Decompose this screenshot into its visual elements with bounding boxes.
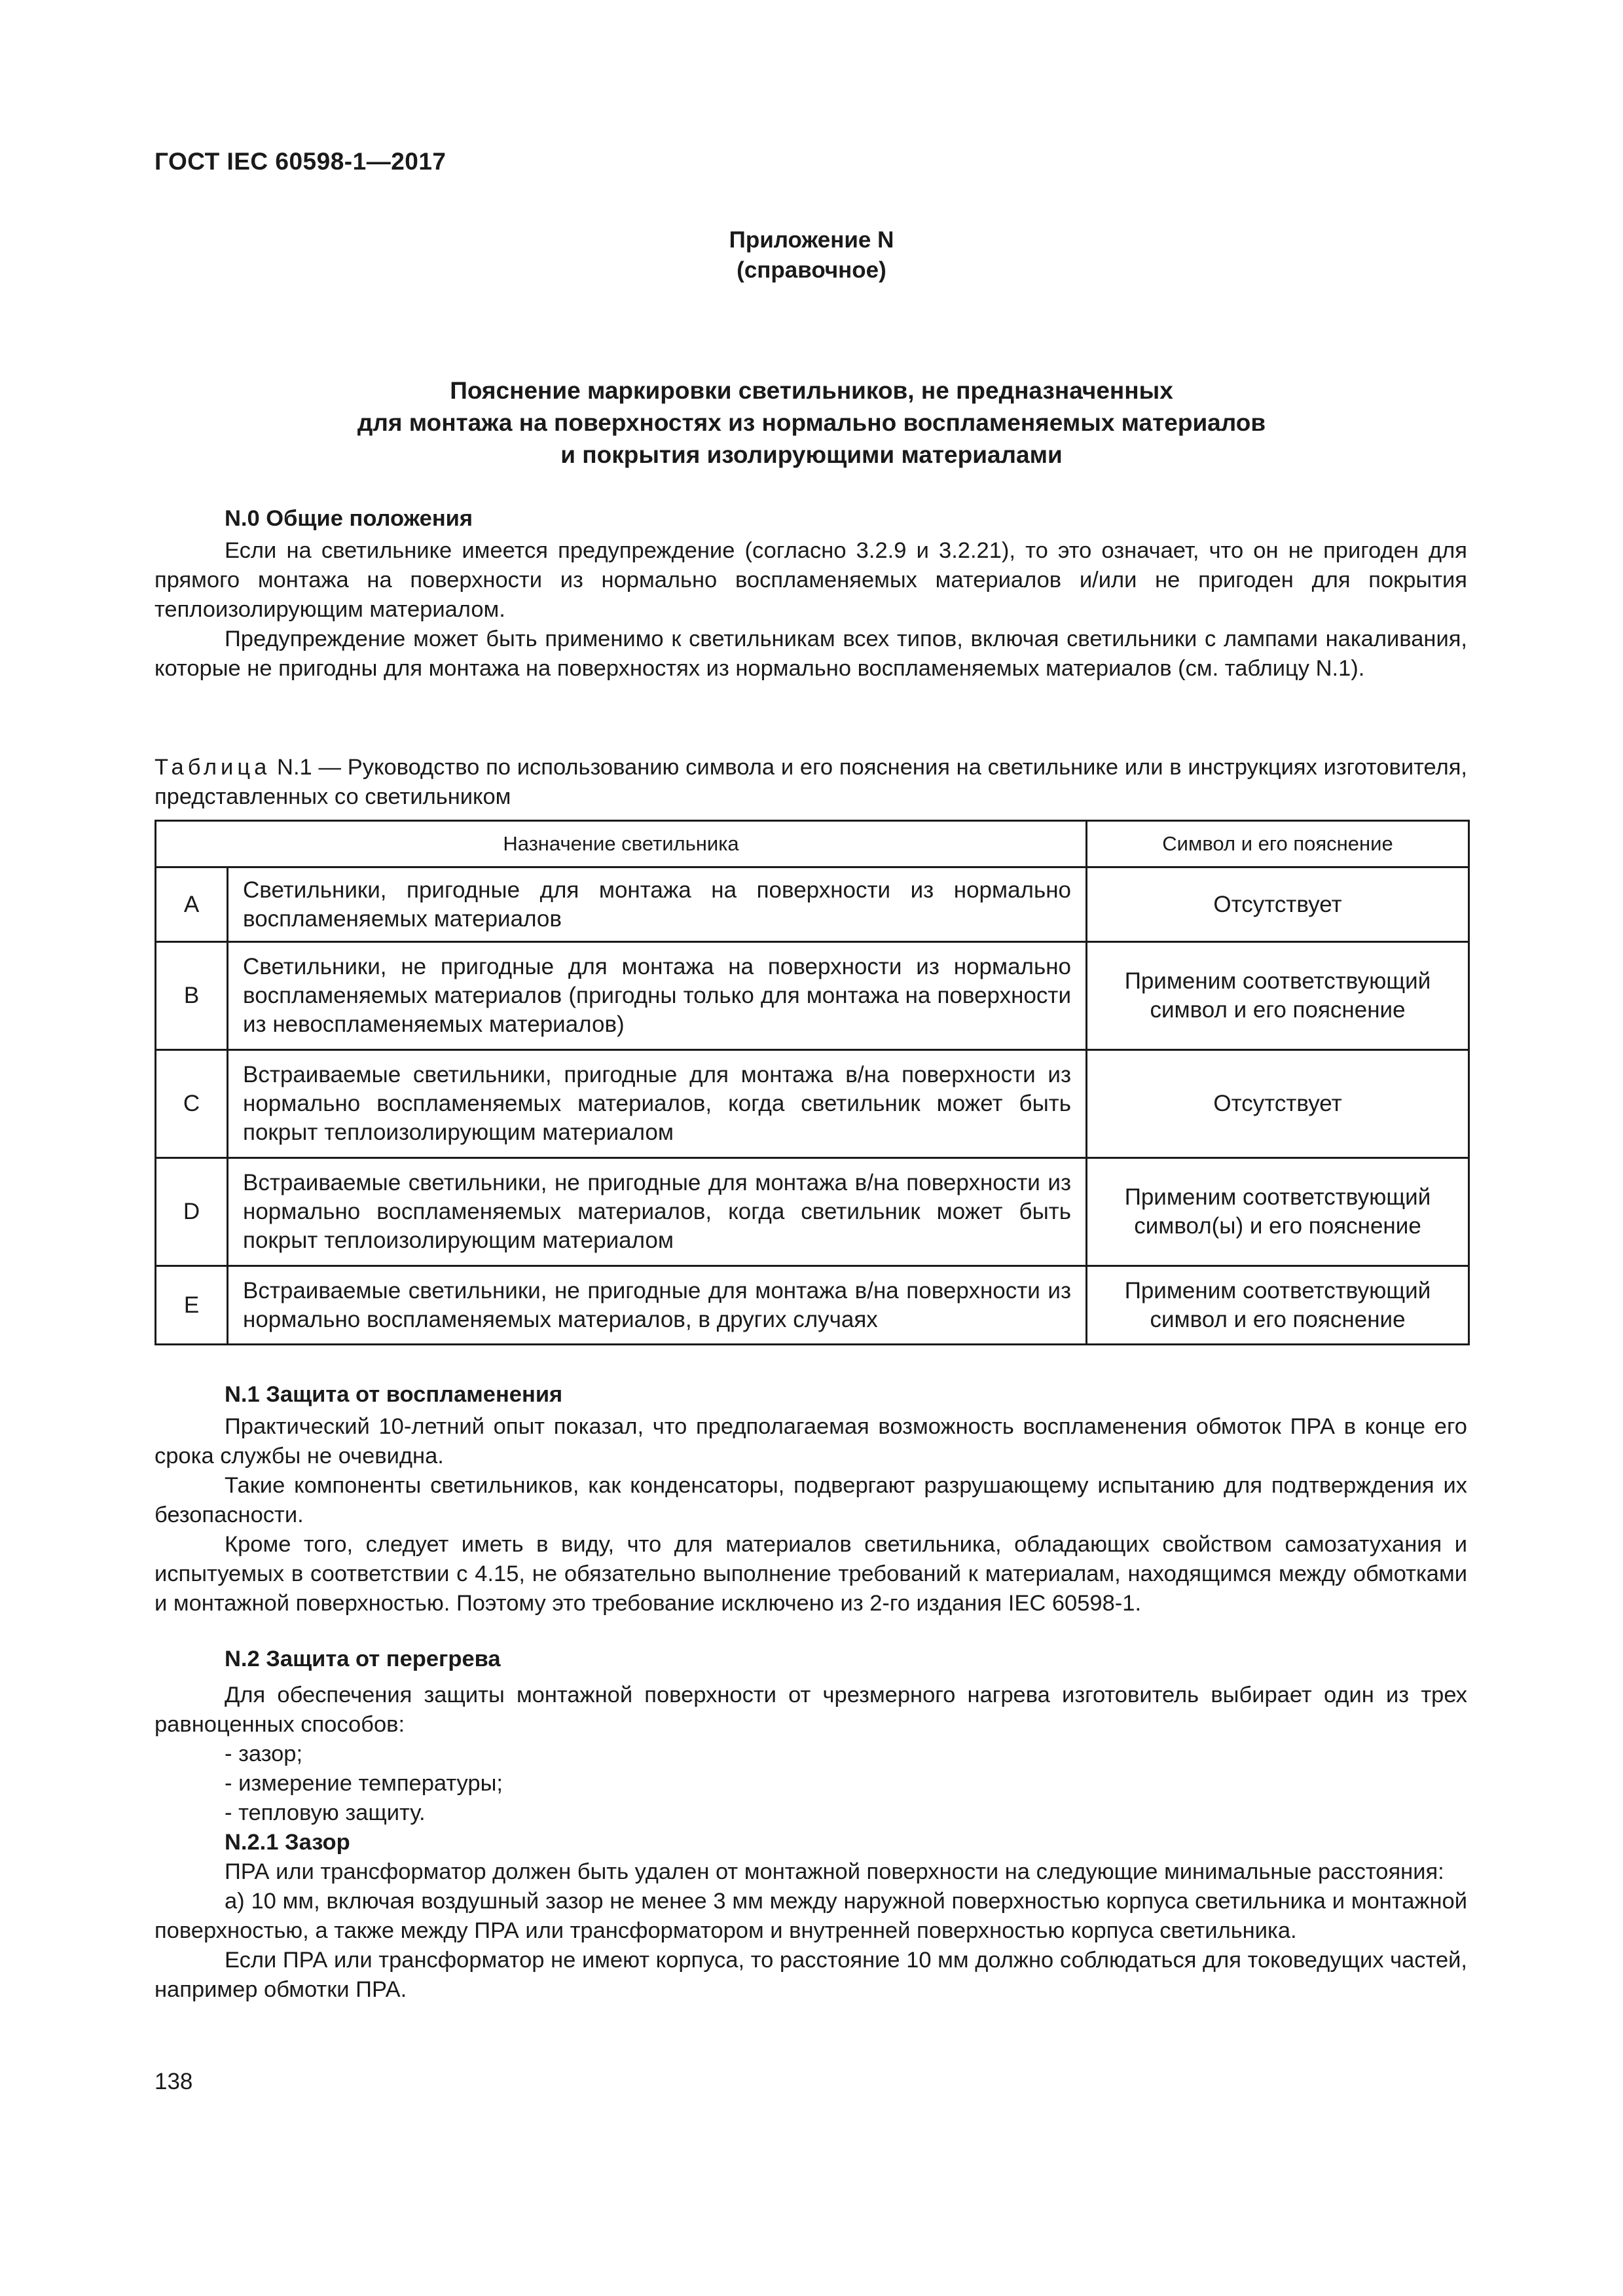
row-letter: D (156, 1158, 228, 1266)
marking-table (155, 820, 1470, 1345)
row-letter: C (156, 1050, 228, 1158)
subsection-heading: N.2.1 Зазор (225, 1830, 350, 1855)
document-title (0, 374, 1623, 471)
row-letter: E (156, 1266, 228, 1345)
table-row (156, 942, 1469, 1050)
paragraph: a) 10 мм, включая воздушный зазор не менее 3 мм между наружной поверхностью корпуса светильника и монтажной поверхностью, а также между ПРА или трансформатором и внутренней поверхностью корпуса светильника. (155, 1889, 1467, 1943)
annex-type: (справочное) (737, 257, 886, 283)
row-description: Встраиваемые светильники, не пригодные для монтажа в/на поверхности из нормально воспламеняемых материалов, когда светильник может быть покрыт теплоизолирующим материалом (228, 1158, 1087, 1266)
title-line: и покрытия изолирующими материалами (560, 441, 1063, 468)
list-item: - измерение температуры; (225, 1771, 503, 1796)
list-item: - зазор; (225, 1741, 303, 1766)
table-header-purpose: Назначение светильника (156, 821, 1087, 867)
section-heading: N.2 Защита от перегрева (225, 1647, 501, 1671)
table-row (156, 1266, 1469, 1345)
paragraph: Для обеспечения защиты монтажной поверхности от чрезмерного нагрева изготовитель выбирает один из трех равноценных способов: (155, 1683, 1467, 1737)
row-symbol: Отсутствует (1087, 1050, 1469, 1158)
table-header-symbol: Символ и его пояснение (1087, 821, 1469, 867)
row-symbol: Отсутствует (1087, 867, 1469, 942)
table-header-row (156, 821, 1469, 867)
page-number: 138 (155, 2069, 193, 2094)
section-heading: N.0 Общие положения (225, 506, 473, 531)
row-letter: B (156, 942, 228, 1050)
paragraph: Предупреждение может быть применимо к светильникам всех типов, включая светильники с лампами накаливания, которые не пригодны для монтажа на поверхностях из нормально воспламеняемых материалов (см. таблицу N.1). (155, 627, 1467, 681)
table-row (156, 1158, 1469, 1266)
table-caption-text: N.1 — Руководство по использованию символа и его пояснения на светильнике или в инструкциях изготовителя, представленных со светильником (155, 755, 1467, 809)
paragraph: Если ПРА или трансформатор не имеют корпуса, то расстояние 10 мм должно соблюдаться для токоведущих частей, например обмотки ПРА. (155, 1948, 1467, 2002)
section-n0 (155, 504, 1467, 683)
paragraph: Такие компоненты светильников, как конденсаторы, подвергают разрушающему испытанию для подтверждения их безопасности. (155, 1473, 1467, 1527)
row-symbol: Применим соответствующий символ и его пояснение (1087, 1266, 1469, 1345)
row-description: Светильники, пригодные для монтажа на поверхности из нормально воспламеняемых материалов (228, 867, 1087, 942)
title-line: Пояснение маркировки светильников, не предназначенных (450, 377, 1173, 404)
table-caption (155, 753, 1467, 812)
title-line: для монтажа на поверхностях из нормально воспламеняемых материалов (357, 409, 1266, 436)
row-symbol: Применим соответствующий символ и его пояснение (1087, 942, 1469, 1050)
section-n1 (155, 1380, 1467, 1618)
row-description: Встраиваемые светильники, не пригодные для монтажа в/на поверхности из нормально воспламеняемых материалов, в других случаях (228, 1266, 1087, 1345)
table-caption-label: Таблица (155, 755, 271, 780)
paragraph: Практический 10-летний опыт показал, что предполагаемая возможность воспламенения обмоток ПРА в конце его срока службы не очевидна. (155, 1414, 1467, 1468)
row-description: Встраиваемые светильники, пригодные для монтажа в/на поверхности из нормально воспламеняемых материалов, когда светильник может быть покрыт теплоизолирующим материалом (228, 1050, 1087, 1158)
section-n2 (155, 1645, 1467, 2005)
table-row (156, 1050, 1469, 1158)
annex-title: Приложение N (729, 227, 894, 253)
standard-code: ГОСТ IEC 60598-1—2017 (155, 148, 447, 175)
paragraph: Если на светильнике имеется предупреждение (согласно 3.2.9 и 3.2.21), то это означает, что он не пригоден для прямого монтажа на поверхности из нормально воспламеняемых материалов и/или не пригоден для покрытия теплоизолирующим материалом. (155, 538, 1467, 622)
row-description: Светильники, не пригодные для монтажа на поверхности из нормально воспламеняемых материалов (пригодны только для монтажа на поверхности из невоспламеняемых материалов) (228, 942, 1087, 1050)
table-row (156, 867, 1469, 942)
list-item: - тепловую защиту. (225, 1800, 426, 1825)
paragraph: Кроме того, следует иметь в виду, что для материалов светильника, обладающих свойством самозатухания и испытуемых в соответствии с 4.15, не обязательно выполнение требований к материалам, находящимся между обмотками и монтажной поверхностью. Поэтому это требование исключено из 2-го издания IEC 60598-1. (155, 1532, 1467, 1616)
paragraph: ПРА или трансформатор должен быть удален от монтажной поверхности на следующие минимальные расстояния: (225, 1859, 1444, 1884)
section-heading: N.1 Защита от воспламенения (225, 1382, 563, 1407)
row-symbol: Применим соответствующий символ(ы) и его пояснение (1087, 1158, 1469, 1266)
row-letter: A (156, 867, 228, 942)
